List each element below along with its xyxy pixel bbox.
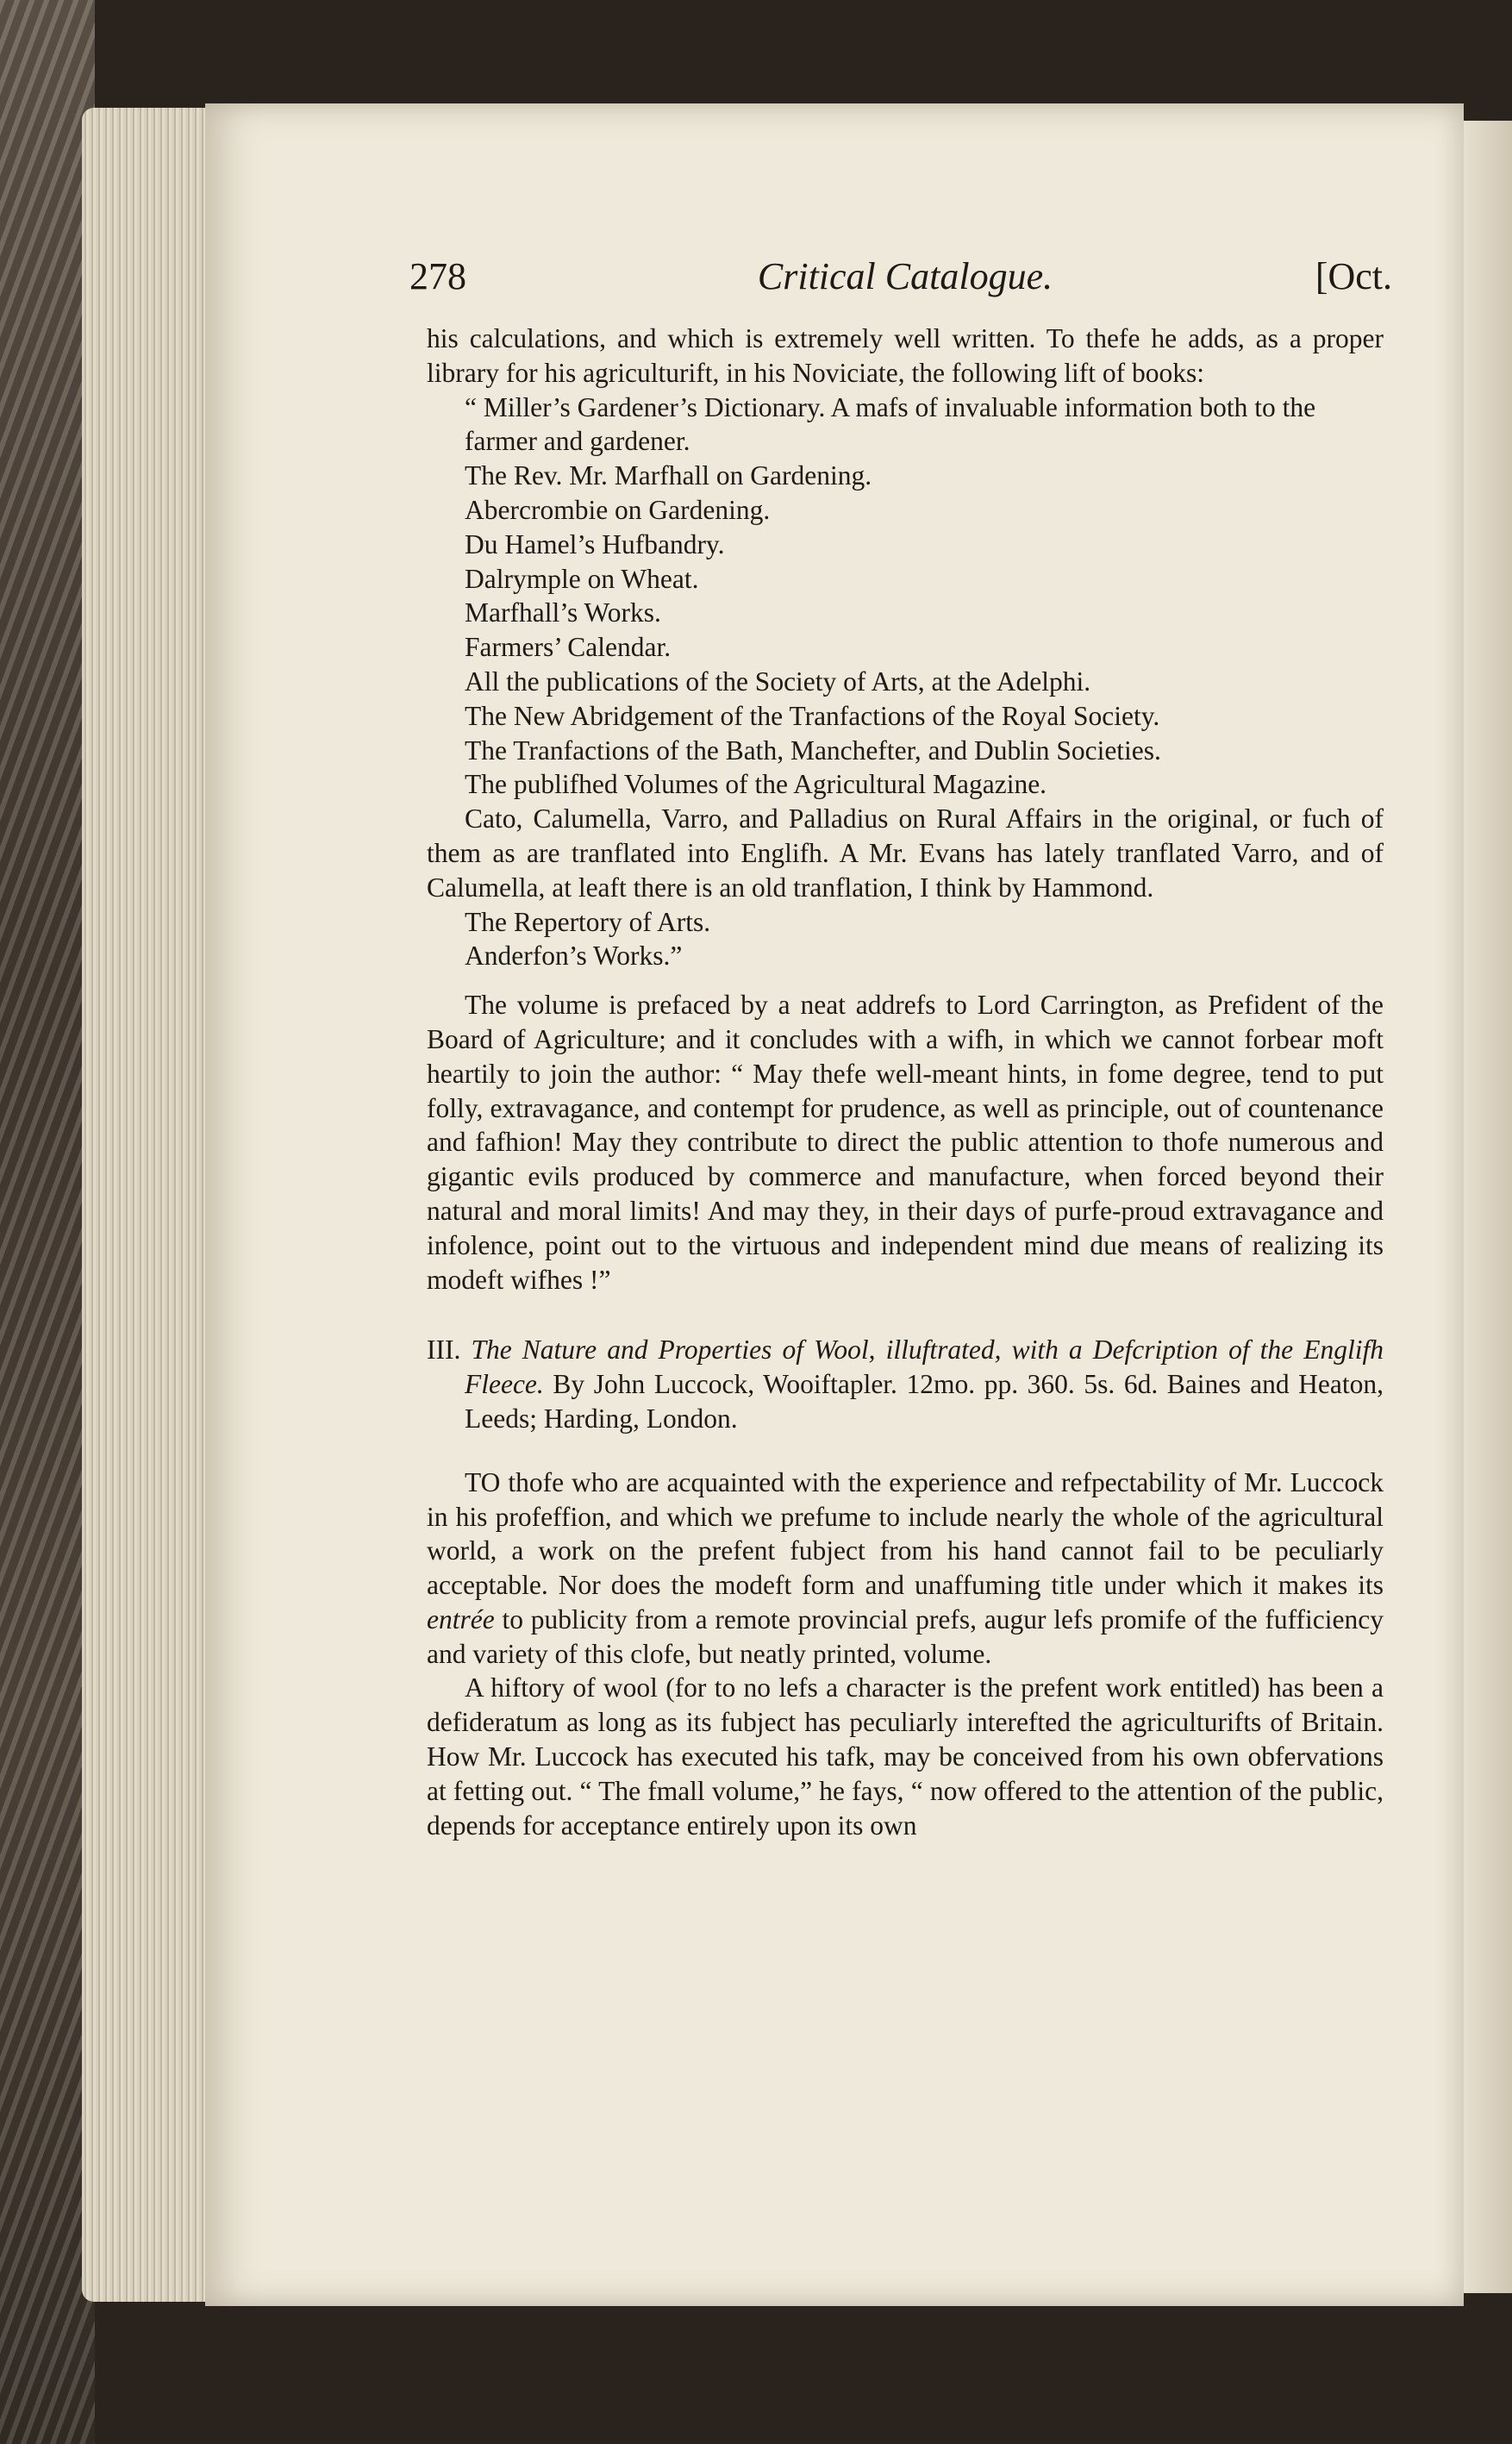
book-list-item: Du Hamel’s Hufbandry. xyxy=(465,528,725,559)
review-paragraph-1-italic: entrée xyxy=(427,1603,495,1635)
review-paragraph-1-start: TO thofe who are acquainted with the experience and refpectability of Mr. Luccock in his profeffion, and which we prefume to include nearly the whole of the agricultural world, a work on the prefent fubject from his hand cannot fail to be peculiarly acceptable. Nor does the modeft form and unaffuming title under which it makes its xyxy=(427,1466,1384,1601)
review-paragraph-1-end: to publicity from a remote provincial prefs, augur lefs promife of the fufficiency and variety of this clofe, but neatly printed, volume. xyxy=(427,1603,1384,1669)
page-stack-edges xyxy=(82,108,211,2302)
review-paragraph-2: A hiftory of wool (for to no lefs a character is the prefent work entitled) has been a defideratum as long as its fubject has peculiarly interefted the agriculturifts of Britain. How Mr. Luccock has executed his tafk, may be conceived from his own obfervations at fetting out. “ The fmall volume,” he fays, “ now offered to the attention of the public, depends for acceptance entirely upon its own xyxy=(427,1672,1384,1841)
page-number: 278 xyxy=(409,255,466,297)
book-list-item: The Repertory of Arts. xyxy=(465,906,711,937)
review-heading xyxy=(427,1333,1384,1435)
book-list-item: Anderfon’s Works.” xyxy=(465,941,683,972)
intro-paragraph: his calculations, and which is extremely well written. To thefe he adds, as a proper library for his agriculturift, in his Noviciate, the following lift of books: xyxy=(427,323,1384,388)
review-paragraph-1 xyxy=(427,1466,1384,1672)
facing-page-edge xyxy=(1461,121,1512,2293)
book-list-item: Cato, Calumella, Varro, and Palladius on Rural Affairs in the original, or fuch of them as are tranflated into Englifh. A Mr. Evans has lately tranflated Varro, and of Calumella, at leaft there is an old tranflation, I think by Hammond. xyxy=(427,803,1384,903)
volume-paragraph: The volume is prefaced by a neat addrefs to Lord Carrington, as Prefident of the Board of Agriculture; and it concludes with a wifh, in which we cannot forbear moft heartily to join the author: “ May thefe well-meant hints, in fome degree, tend to put folly, extravagance, and contempt for prudence, as well as principle, out of countenance and fafhion! May they contribute to direct the public attention to thofe numerous and gigantic evils produced by commerce and manufacture, when forced beyond their natural and moral limits! And may they, in their days of purfe-proud extravagance and infolence, point out to the virtuous and independent mind due means of realizing its modeft wifhes !” xyxy=(427,990,1384,1295)
review-title: The Nature and Properties of Wool, illuftrated, with a Defcription of the Englifh Fleece. xyxy=(465,1335,1384,1400)
book-list-item: All the publications of the Society of Arts, at the Adelphi. xyxy=(465,666,1091,697)
review-details: By John Luccock, Wooiftapler. 12mo. pp. 360. 5s. 6d. Baines and Heaton, Leeds; Harding, London. xyxy=(465,1369,1384,1434)
marbled-cover-edge xyxy=(0,0,95,2444)
review-number: III. xyxy=(427,1335,461,1366)
book-list-item: Abercrombie on Gardening. xyxy=(465,494,771,525)
header-month: [Oct. xyxy=(1315,255,1392,297)
running-header xyxy=(409,254,1392,315)
page-content xyxy=(409,254,1392,1842)
running-title: Critical Catalogue. xyxy=(757,255,1053,297)
book-list-item: Farmers’ Calendar. xyxy=(465,632,672,663)
book-list-item: The Tranfactions of the Bath, Manchefter, and Dublin Societies. xyxy=(465,734,1161,766)
book-list-item: Marfhall’s Works. xyxy=(465,597,661,628)
text-body xyxy=(427,322,1384,1842)
book-list-item: The New Abridgement of the Tranfactions of the Royal Society. xyxy=(465,700,1160,731)
book-list-item: The publifhed Volumes of the Agricultural Magazine. xyxy=(465,769,1047,800)
book-list-item: Dalrymple on Wheat. xyxy=(465,563,699,594)
book-list-item: The Rev. Mr. Marfhall on Gardening. xyxy=(465,460,872,491)
book-list-item: “ Miller’s Gardener’s Dictionary. A mafs of invaluable information both to the farmer and gardener. xyxy=(465,391,1316,457)
